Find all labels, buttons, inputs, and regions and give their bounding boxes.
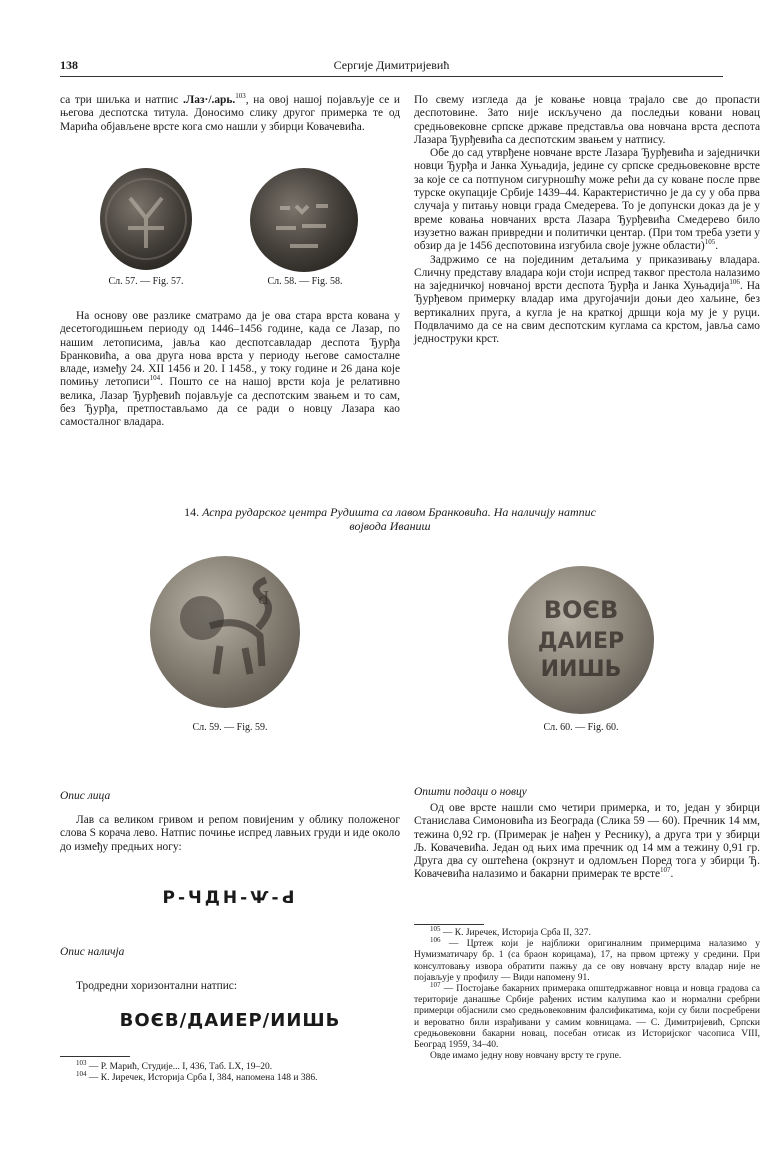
section-number: 14. [184,505,200,519]
footnote-text: — К. Јиречек, Историја Срба I, 384, напомена 148 и 386. [86,1073,318,1084]
text-span: Од ове врсте нашли смо четири примерка, и то, један у збирци Станислава Симоновића из Београда (Слика 59 — 60). Пречник 14 мм, тежина 0,92 гр. (Примерак је нађен у Реснику), а друга три у збирци Љ. Ковачевића. Један од њих има пречник од 14 мм а тежину 0,91 гр. Друга два су оштећена (окрзнут и одломљен Поред тога у збирци Ђ. Ковачевића налазимо и бакарни примерак те врсте [414,802,760,881]
left-top-text [60,94,400,134]
coin-image-fig60 [508,566,654,714]
footnote-ref: 107 [660,866,671,875]
text-span: . Пошто се на нашој врсти која је релативно велика, Лазар Ђурђевић појављује са деспотским звањем и то сам, без Ђурђа, претпостављамо да се ради о новцу Лазара као самосталног владара. [60,376,401,429]
section-title-line1: Аспра рударског центра Рудишта са лавом Бранковића. На наличију натпис [202,505,596,519]
footnote-ref: 103 [235,92,246,101]
footnote-number: 104 [76,1070,87,1079]
footnote-text: — Постојање бакарних примерака општедржавног новца и новца градова са територије данашње Србије рађених истим калупима као и нормални сребрни примерци објаснили смо средњовековним фалсификатима, који су били посребрени и вероватно били израђивани у самим ковницама. — С. Димитријевић, Српски средњовековни бакарни новац, посебан отисак из Историјског часописа VIII, Београд 1959, 34–40. [414,984,760,1051]
text-span: На основу ове разлике сматрамо да је ова стара врста кована у десетогодишњем периоду од 1446–1456 године, када се Лазар, по нашим летописима, јавља као деспотсавладар деспота Ђурђа Бранковића, а ова друга нова врста у периоду његове самосталне владе, између 24. XII 1456 и 20. I 1458., у току године и 26 дана које помињу летописи [60,310,400,389]
svg-text:ИИШЬ: ИИШЬ [540,657,622,682]
text-span: . На Ђурђевом примерку владар има другојачији доњи део хаљине, без вертикалних пруга, а кугла је на краткој дршци која му је у руци. Подвлачимо да се на свим деспотским куглама са крстом, јавља само једноструки крст. [414,280,760,346]
footnote-rule [60,1056,130,1057]
footnotes-left [60,1058,400,1084]
text-span: . [670,868,674,881]
footnote-number: 107 [430,980,441,989]
lion-motif [150,556,300,708]
text-span: , на овој нашој појављује се и његова деспотска титула. Доносимо слику другог примерка те од Марића објављене врсте кога смо нашли у збирци Ковачевића. [60,94,400,133]
svg-text:ВОЄВ: ВОЄВ [543,596,619,624]
header-rule [60,76,723,77]
svg-text:Ԁ: Ԁ [258,585,270,609]
reverse-heading: Опис наличја [60,946,125,958]
text-span: са три шиљка и натпис [60,94,179,106]
reverse-paragraph: Тродредни хоризонтални натпис: [76,980,238,992]
general-heading: Општи подаци о новцу [414,786,527,798]
footnote-text: — К. Јиречек, Историја Срба II, 327. [440,928,591,938]
inscription-motif [508,566,654,714]
reverse-inscription: ВОЄВ/ДАИЕР/ИИШЬ [119,1010,341,1031]
left-mid-text [60,310,400,430]
page-number: 138 [60,58,78,72]
text-span: Задржимо се на појединим детаљима у приказивању владара. Сличну представу владара који стоји испред таквог престола налазимо на заједничкој новчаној врсти деспота Ђурђа и Јанка Хуњадија [414,253,760,293]
section-title [110,505,670,533]
footnote-text: — Цртеж који је најближи оригиналним примерцима налазимо у Нумизматичару бр. 1 (са браон корицама), 17, на првом цртежу у средини. При консултовању извора обратити пажњу да се ову новчану врсту владар није не појављује у профилу — Види напомену 91. [414,939,760,983]
footnote-ref: 104 [149,374,161,383]
figure-caption: Сл. 60. — Fig. 60. [543,722,619,733]
obverse-paragraph: Лав са великом гривом и репом повијеним у облику положеног слова S корача лево. Натпис почиње испред лавњих груди и иде около до између предњих ногу: [60,814,401,853]
footnote-rule [414,924,484,925]
coin-image-fig57 [100,168,192,270]
page-header [60,58,723,76]
footnote-ref: 106 [729,278,740,287]
text-span: . [715,240,719,253]
footnotes-right [414,924,760,1062]
footnote-number: 103 [76,1058,87,1067]
reverse-text [60,980,400,993]
footnote-ref: 105 [704,238,716,247]
running-title: Сергије Димитријевић [333,58,450,72]
coin-image-fig58 [250,168,358,272]
footnote-tail: Овде имамо једну нову новчану врсту те групе. [430,1051,622,1062]
text-span: Обе до сад утврђене новчане врсте Лазара Ђурђевића и заједнички новци Ђурђа и Јанка Хуњадија, једине су српске средњовековне врсте за које се са потпуном сигурношћу може рећи да су коване после прве турске окупације Србије 1439–44. Карактеристично је да су у оба прва случаја у питању новци града Смедерева. То је допунски доказ да је у време ковања новчаних врста Лазара Ђурђевића Смедерево било изузетно важан привредни и политички центар. (При том треба узети у обзир да је 1456 деспотовина изгубила своје јужне области) [414,147,760,253]
coin-motif [250,168,358,272]
footnote-number: 106 [430,936,441,945]
text-span: По свему изгледа да је ковање новца трајало све до пропасти деспотовине. Зато није искључено да последњи ковани новац средњовековне српске државе представља ова новчана врста деспота Лазара Ђурђевића са деспотским звањем у натпису. [414,94,760,146]
general-text [414,802,760,882]
section-title-line2: војвода Иваниш [349,519,431,533]
obverse-heading: Опис лица [60,790,111,802]
obverse-text [60,814,400,854]
coin-motif [100,168,192,270]
footnote-text: — Р. Марић, Студије... I, 436, Таб. LX, 19–20. [86,1062,273,1072]
footnote-number: 105 [430,924,441,933]
coin-image-fig59 [150,556,300,708]
figure-caption: Сл. 57. — Fig. 57. [108,276,184,287]
obverse-inscription: Ρ-ЧДΗ-Ѱ-Ԁ [162,888,298,908]
svg-text:ДАИЕР: ДАИЕР [537,629,625,654]
figure-caption: Сл. 58. — Fig. 58. [267,276,343,287]
right-top-text [414,94,760,347]
figure-caption: Сл. 59. — Fig. 59. [192,722,268,733]
inline-inscription: .Лаз·/.арь. [182,94,236,106]
